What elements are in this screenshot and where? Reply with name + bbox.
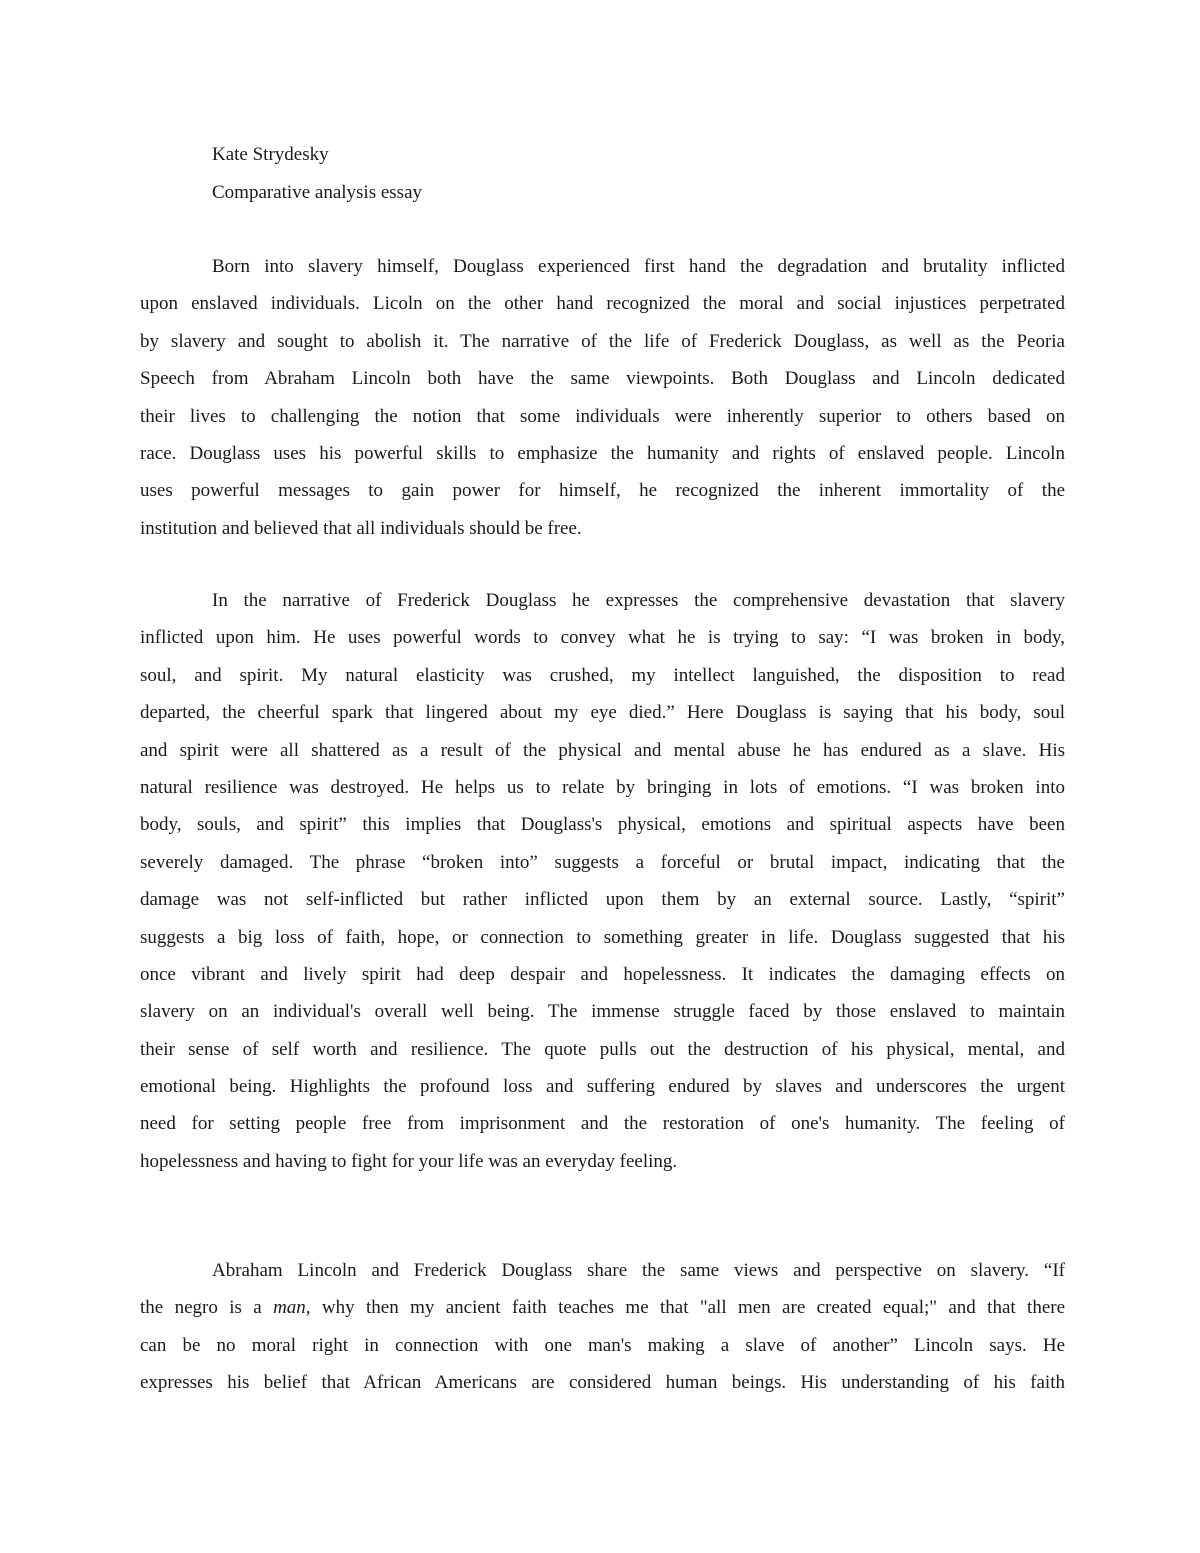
- text-run: , why then my ancient faith teaches me that "all men are created equal;" and that there: [305, 1297, 1066, 1319]
- paragraph-line: Speech from Abraham Lincoln both have the same viewpoints. Both Douglass and Lincoln dedicated: [140, 368, 1065, 390]
- paragraph-line: by slavery and sought to abolish it. The narrative of the life of Frederick Douglass, as well as the Peoria: [140, 330, 1065, 352]
- paragraph-line: their lives to challenging the notion that some individuals were inherently superior to others based on: [140, 405, 1065, 427]
- paragraph-line: suggests a big loss of faith, hope, or connection to something greater in life. Douglass suggested that his: [140, 926, 1065, 948]
- paragraph-line: natural resilience was destroyed. He helps us to relate by bringing in lots of emotions. “I was broken into: [140, 776, 1065, 798]
- paragraph-line: inflicted upon him. He uses powerful words to convey what he is trying to say: “I was broken in body,: [140, 627, 1065, 649]
- italic-word: man: [273, 1297, 306, 1319]
- paragraph-line: and spirit were all shattered as a result of the physical and mental abuse he has endured as a slave. His: [140, 739, 1065, 761]
- paragraph-line: uses powerful messages to gain power for himself, he recognized the inherent immortality of the: [140, 480, 1065, 502]
- paragraph-line: soul, and spirit. My natural elasticity was crushed, my intellect languished, the disposition to read: [140, 664, 1065, 686]
- paragraph-line-with-italic: [140, 1289, 1065, 1326]
- paragraph-3: [140, 1252, 1065, 1402]
- paragraph-line: damage was not self-inflicted but rather inflicted upon them by an external source. Lastly, “spirit”: [140, 889, 1065, 911]
- paragraph-line: race. Douglass uses his powerful skills to emphasize the humanity and rights of enslaved people. Lincoln: [140, 442, 1065, 464]
- paragraph-line: slavery on an individual's overall well being. The immense struggle faced by those enslaved to maintain: [140, 1001, 1065, 1023]
- paragraph-2: [140, 582, 1065, 1180]
- paragraph-line: upon enslaved individuals. Licoln on the other hand recognized the moral and social injustices perpetrated: [140, 293, 1065, 315]
- paragraph-line: severely damaged. The phrase “broken into” suggests a forceful or brutal impact, indicating that the: [140, 851, 1065, 873]
- paragraph-line: expresses his belief that African Americans are considered human beings. His understanding of his faith: [140, 1372, 1065, 1394]
- paragraph-line: Abraham Lincoln and Frederick Douglass share the same views and perspective on slavery. “If: [212, 1260, 1065, 1281]
- paragraph-line: In the narrative of Frederick Douglass he expresses the comprehensive devastation that slavery: [212, 590, 1065, 611]
- author-name: Kate Strydesky: [212, 144, 329, 165]
- essay-title: Comparative analysis essay: [212, 182, 423, 203]
- paragraph-line: their sense of self worth and resilience. The quote pulls out the destruction of his physical, mental, and: [140, 1038, 1065, 1060]
- paragraph-line: can be no moral right in connection with one man's making a slave of another” Lincoln says. He: [140, 1334, 1065, 1356]
- text-run: the negro is a: [140, 1297, 274, 1319]
- paragraph-line: Born into slavery himself, Douglass experienced first hand the degradation and brutality inflicted: [212, 256, 1065, 277]
- paragraph-line: need for setting people free from imprisonment and the restoration of one's humanity. The feeling of: [140, 1113, 1065, 1135]
- paragraph-line: institution and believed that all individuals should be free.: [140, 517, 582, 539]
- paragraph-line: body, souls, and spirit” this implies that Douglass's physical, emotions and spiritual aspects have been: [140, 814, 1065, 836]
- paragraph-1: [140, 248, 1065, 547]
- paragraph-line: departed, the cheerful spark that lingered about my eye died.” Here Douglass is saying that his body, soul: [140, 702, 1065, 724]
- paragraph-line: hopelessness and having to fight for your life was an everyday feeling.: [140, 1150, 678, 1172]
- paragraph-line: emotional being. Highlights the profound loss and suffering endured by slaves and underscores the urgent: [140, 1076, 1065, 1098]
- paragraph-line: once vibrant and lively spirit had deep despair and hopelessness. It indicates the damaging effects on: [140, 963, 1065, 985]
